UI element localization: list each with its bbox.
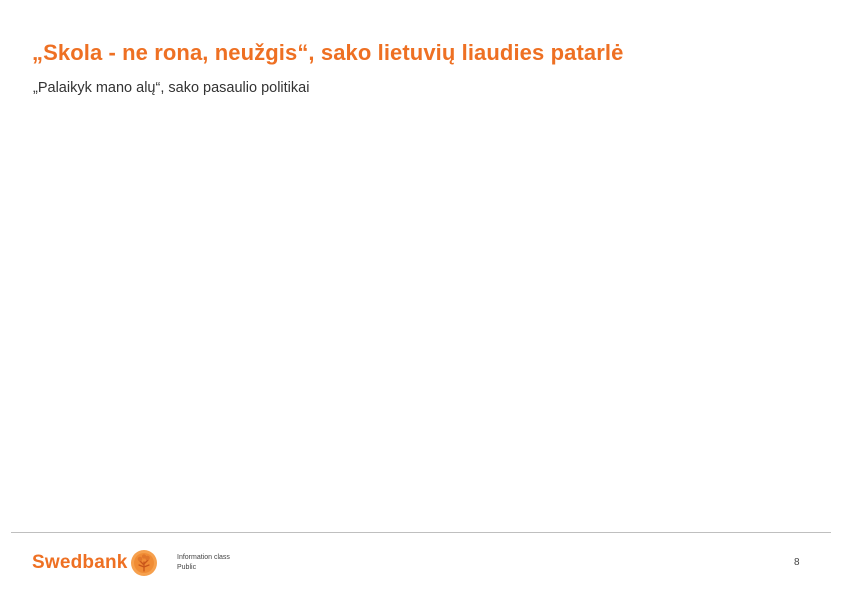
information-class-value: Public [177, 564, 197, 571]
page-number: 8 [794, 557, 800, 568]
information-class-label: Information class [177, 554, 230, 561]
slide-subtitle: „Palaikyk mano alų“, sako pasaulio politikai [33, 80, 310, 96]
brand-logo [32, 549, 158, 577]
oak-tree-icon [130, 549, 158, 577]
brand-name: Swedbank [32, 552, 128, 573]
slide-title: „Skola - ne rona, neužgis“, sako lietuvių liaudies patarlė [32, 40, 624, 65]
footer-divider [11, 532, 831, 533]
information-class [177, 553, 230, 573]
